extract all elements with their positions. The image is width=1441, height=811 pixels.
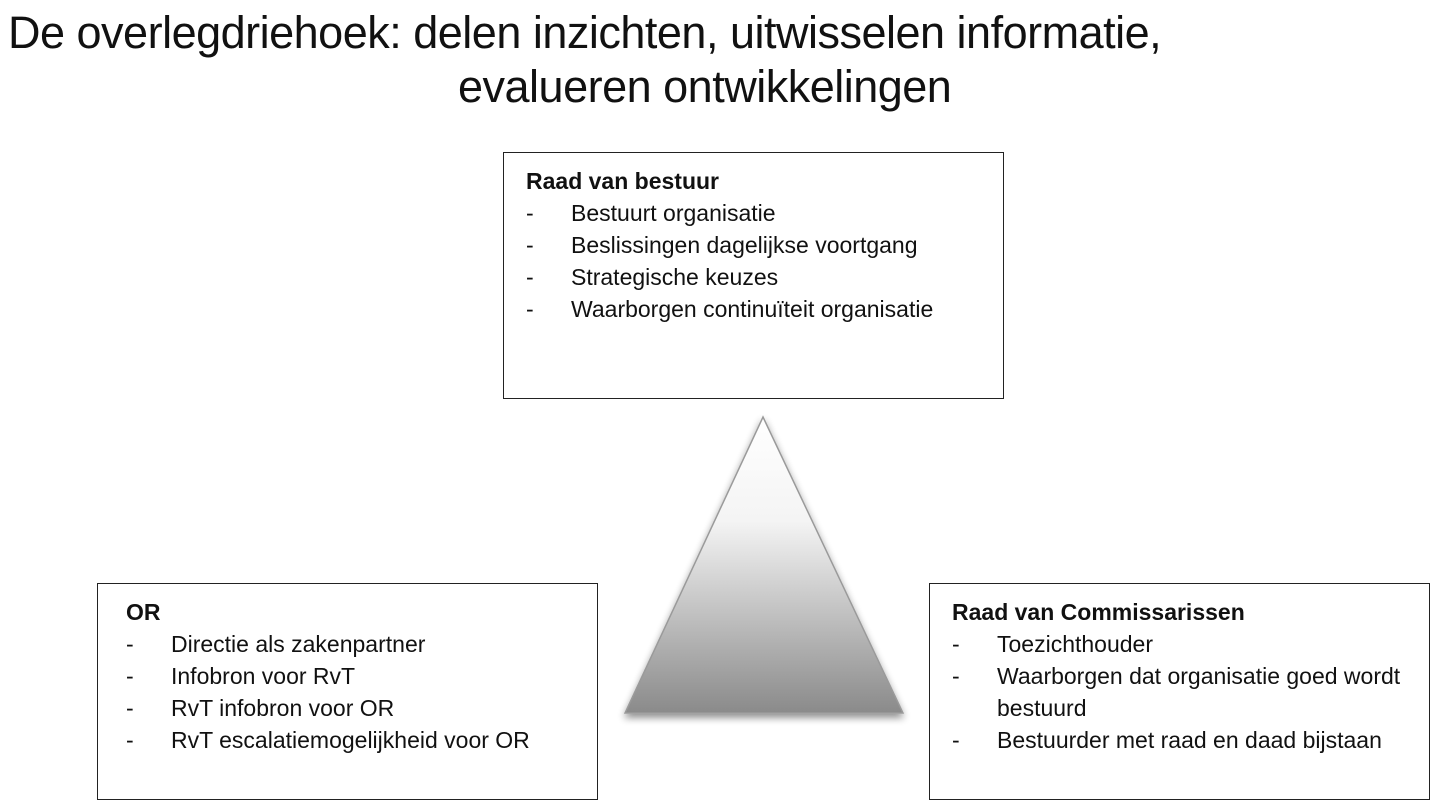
bullet-dash: - bbox=[952, 727, 960, 753]
or-box bbox=[97, 583, 598, 800]
list-item-text: Bestuurt organisatie bbox=[571, 200, 776, 226]
list-item bbox=[126, 724, 569, 756]
list-item bbox=[952, 660, 1407, 724]
list-item bbox=[126, 692, 569, 724]
list-item bbox=[526, 293, 981, 325]
bullet-dash: - bbox=[526, 264, 534, 290]
list-item-text: Waarborgen continuïteit organisatie bbox=[571, 296, 934, 322]
list-item bbox=[526, 229, 981, 261]
raad-van-bestuur-heading: Raad van bestuur bbox=[526, 168, 719, 194]
raad-van-commissarissen-list bbox=[952, 628, 1407, 756]
page-title-line-1: De overlegdriehoek: delen inzichten, uitwisselen informatie, bbox=[8, 7, 1162, 58]
list-item-text: Toezichthouder bbox=[997, 631, 1153, 657]
list-item-text: Infobron voor RvT bbox=[171, 663, 356, 689]
bullet-dash: - bbox=[126, 727, 134, 753]
bullet-dash: - bbox=[952, 631, 960, 657]
triangle-graphic bbox=[605, 405, 925, 735]
bullet-dash: - bbox=[526, 232, 534, 258]
list-item-text: Directie als zakenpartner bbox=[171, 631, 426, 657]
raad-van-commissarissen-box bbox=[929, 583, 1430, 800]
bullet-dash: - bbox=[126, 631, 134, 657]
or-list bbox=[126, 628, 569, 756]
list-item bbox=[952, 628, 1407, 660]
bullet-dash: - bbox=[526, 200, 534, 226]
list-item bbox=[952, 724, 1407, 756]
list-item-text: RvT escalatiemogelijkheid voor OR bbox=[171, 727, 530, 753]
page-title-line-2: evalueren ontwikkelingen bbox=[458, 61, 952, 112]
or-heading: OR bbox=[126, 599, 161, 625]
list-item-text: Bestuurder met raad en daad bijstaan bbox=[997, 727, 1382, 753]
raad-van-bestuur-box bbox=[503, 152, 1004, 399]
list-item bbox=[526, 197, 981, 229]
list-item-text: Beslissingen dagelijkse voortgang bbox=[571, 232, 918, 258]
list-item bbox=[126, 660, 569, 692]
raad-van-bestuur-list bbox=[526, 197, 981, 325]
raad-van-commissarissen-heading: Raad van Commissarissen bbox=[952, 599, 1245, 625]
list-item-text: RvT infobron voor OR bbox=[171, 695, 395, 721]
bullet-dash: - bbox=[526, 296, 534, 322]
list-item-text: Waarborgen dat organisatie goed wordt bestuurd bbox=[997, 663, 1401, 721]
page-title bbox=[0, 6, 1441, 114]
list-item bbox=[526, 261, 981, 293]
bullet-dash: - bbox=[126, 695, 134, 721]
triangle-shape bbox=[625, 417, 903, 713]
list-item-text: Strategische keuzes bbox=[571, 264, 779, 290]
bullet-dash: - bbox=[126, 663, 134, 689]
bullet-dash: - bbox=[952, 663, 960, 689]
list-item bbox=[126, 628, 569, 660]
